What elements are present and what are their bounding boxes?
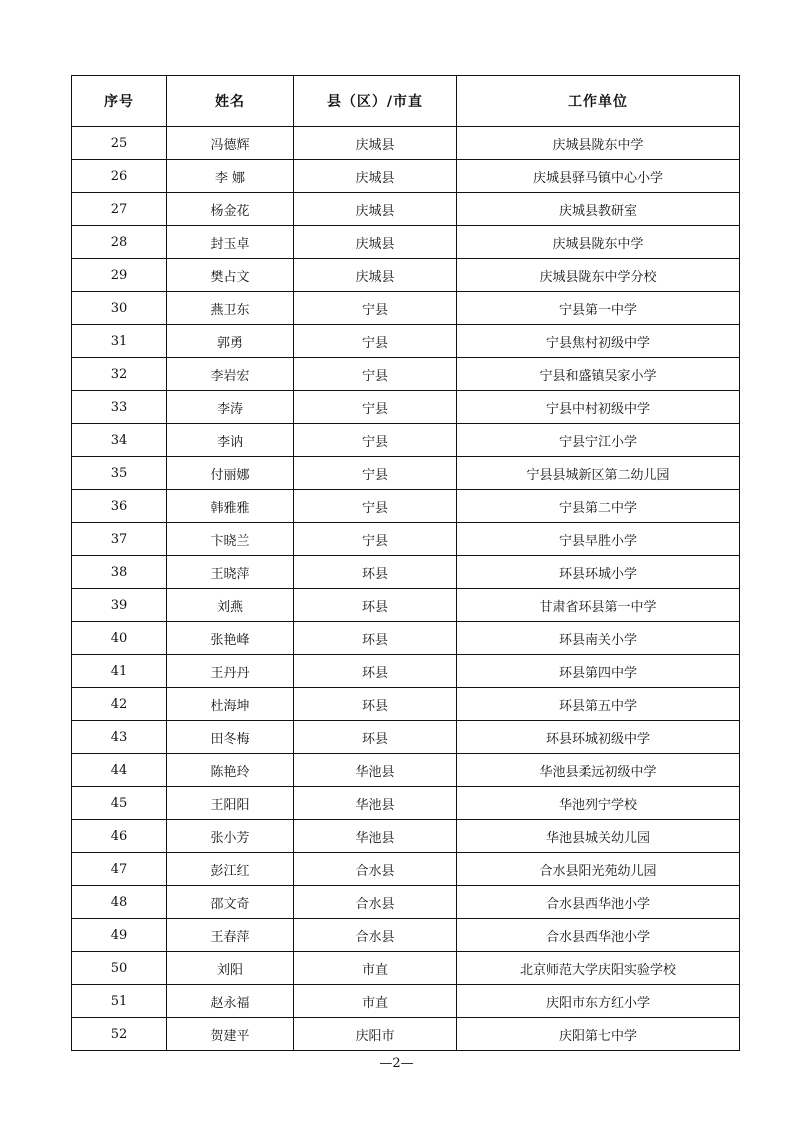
cell-county: 宁县	[294, 457, 457, 490]
table-header	[72, 76, 740, 127]
cell-name: 樊占文	[167, 259, 294, 292]
cell-county: 宁县	[294, 325, 457, 358]
cell-work-unit: 宁县中村初级中学	[457, 391, 740, 424]
table-row	[72, 259, 740, 292]
table-row	[72, 490, 740, 523]
cell-serial-number: 44	[72, 754, 167, 787]
cell-work-unit: 合水县西华池小学	[457, 919, 740, 952]
cell-serial-number: 39	[72, 589, 167, 622]
cell-serial-number: 41	[72, 655, 167, 688]
table-row	[72, 919, 740, 952]
cell-county: 华池县	[294, 820, 457, 853]
table-row	[72, 127, 740, 160]
cell-county: 庆城县	[294, 160, 457, 193]
cell-name: 赵永福	[167, 985, 294, 1018]
cell-serial-number: 27	[72, 193, 167, 226]
cell-serial-number: 38	[72, 556, 167, 589]
cell-county: 环县	[294, 622, 457, 655]
table-row	[72, 952, 740, 985]
cell-name: 李 娜	[167, 160, 294, 193]
cell-name: 韩雅雅	[167, 490, 294, 523]
cell-name: 陈艳玲	[167, 754, 294, 787]
cell-work-unit: 环县环城初级中学	[457, 721, 740, 754]
cell-name: 冯德辉	[167, 127, 294, 160]
cell-work-unit: 环县南关小学	[457, 622, 740, 655]
table-row	[72, 853, 740, 886]
cell-name: 王阳阳	[167, 787, 294, 820]
header-work-unit: 工作单位	[457, 76, 740, 127]
table-row	[72, 985, 740, 1018]
cell-name: 刘阳	[167, 952, 294, 985]
cell-work-unit: 庆城县驿马镇中心小学	[457, 160, 740, 193]
cell-work-unit: 庆阳市东方红小学	[457, 985, 740, 1018]
table-row	[72, 193, 740, 226]
table-row	[72, 1018, 740, 1051]
cell-name: 张小芳	[167, 820, 294, 853]
cell-serial-number: 42	[72, 688, 167, 721]
cell-name: 封玉卓	[167, 226, 294, 259]
cell-work-unit: 宁县焦村初级中学	[457, 325, 740, 358]
cell-county: 环县	[294, 589, 457, 622]
cell-serial-number: 34	[72, 424, 167, 457]
cell-work-unit: 甘肃省环县第一中学	[457, 589, 740, 622]
cell-serial-number: 49	[72, 919, 167, 952]
cell-name: 王春萍	[167, 919, 294, 952]
cell-work-unit: 宁县第一中学	[457, 292, 740, 325]
cell-work-unit: 环县第四中学	[457, 655, 740, 688]
cell-county: 宁县	[294, 523, 457, 556]
table-row	[72, 886, 740, 919]
cell-name: 彭江红	[167, 853, 294, 886]
cell-serial-number: 29	[72, 259, 167, 292]
cell-work-unit: 庆城县陇东中学	[457, 226, 740, 259]
cell-serial-number: 47	[72, 853, 167, 886]
cell-county: 宁县	[294, 490, 457, 523]
cell-serial-number: 30	[72, 292, 167, 325]
header-serial-number: 序号	[72, 76, 167, 127]
cell-work-unit: 庆城县陇东中学	[457, 127, 740, 160]
cell-work-unit: 宁县第二中学	[457, 490, 740, 523]
roster-table	[71, 75, 740, 1051]
table-row	[72, 226, 740, 259]
cell-county: 庆城县	[294, 193, 457, 226]
table-row	[72, 358, 740, 391]
cell-name: 李涛	[167, 391, 294, 424]
cell-name: 王丹丹	[167, 655, 294, 688]
table-row	[72, 556, 740, 589]
cell-name: 付丽娜	[167, 457, 294, 490]
cell-county: 宁县	[294, 292, 457, 325]
cell-name: 王晓萍	[167, 556, 294, 589]
cell-work-unit: 环县环城小学	[457, 556, 740, 589]
cell-serial-number: 36	[72, 490, 167, 523]
cell-name: 田冬梅	[167, 721, 294, 754]
table-row	[72, 292, 740, 325]
cell-county: 合水县	[294, 919, 457, 952]
cell-work-unit: 庆阳第七中学	[457, 1018, 740, 1051]
table-row	[72, 787, 740, 820]
cell-name: 贺建平	[167, 1018, 294, 1051]
cell-county: 环县	[294, 721, 457, 754]
cell-county: 环县	[294, 556, 457, 589]
cell-work-unit: 庆城县陇东中学分校	[457, 259, 740, 292]
table-row	[72, 820, 740, 853]
cell-work-unit: 北京师范大学庆阳实验学校	[457, 952, 740, 985]
cell-work-unit: 宁县和盛镇吴家小学	[457, 358, 740, 391]
cell-serial-number: 25	[72, 127, 167, 160]
cell-serial-number: 46	[72, 820, 167, 853]
cell-serial-number: 33	[72, 391, 167, 424]
cell-county: 环县	[294, 688, 457, 721]
cell-serial-number: 40	[72, 622, 167, 655]
table-row	[72, 325, 740, 358]
cell-serial-number: 32	[72, 358, 167, 391]
cell-work-unit: 合水县西华池小学	[457, 886, 740, 919]
cell-serial-number: 43	[72, 721, 167, 754]
table-row	[72, 160, 740, 193]
page-number: —2—	[379, 1056, 414, 1071]
cell-name: 郭勇	[167, 325, 294, 358]
cell-county: 华池县	[294, 787, 457, 820]
cell-serial-number: 28	[72, 226, 167, 259]
cell-work-unit: 环县第五中学	[457, 688, 740, 721]
cell-county: 宁县	[294, 391, 457, 424]
cell-county: 市直	[294, 985, 457, 1018]
cell-county: 华池县	[294, 754, 457, 787]
table-row	[72, 391, 740, 424]
cell-name: 张艳峰	[167, 622, 294, 655]
cell-county: 宁县	[294, 358, 457, 391]
header-county: 县（区）/市直	[294, 76, 457, 127]
cell-work-unit: 庆城县教研室	[457, 193, 740, 226]
header-row	[72, 76, 740, 127]
cell-county: 合水县	[294, 886, 457, 919]
table-row	[72, 457, 740, 490]
cell-work-unit: 宁县县城新区第二幼儿园	[457, 457, 740, 490]
cell-name: 卞晓兰	[167, 523, 294, 556]
cell-county: 合水县	[294, 853, 457, 886]
header-name: 姓名	[167, 76, 294, 127]
cell-name: 邵文奇	[167, 886, 294, 919]
cell-serial-number: 35	[72, 457, 167, 490]
table-row	[72, 622, 740, 655]
cell-county: 庆城县	[294, 226, 457, 259]
cell-work-unit: 宁县早胜小学	[457, 523, 740, 556]
cell-serial-number: 51	[72, 985, 167, 1018]
cell-serial-number: 52	[72, 1018, 167, 1051]
cell-name: 燕卫东	[167, 292, 294, 325]
cell-name: 杜海坤	[167, 688, 294, 721]
table-row	[72, 655, 740, 688]
table-row	[72, 523, 740, 556]
cell-county: 庆阳市	[294, 1018, 457, 1051]
cell-work-unit: 华池县城关幼儿园	[457, 820, 740, 853]
cell-county: 庆城县	[294, 127, 457, 160]
table-row	[72, 688, 740, 721]
cell-serial-number: 45	[72, 787, 167, 820]
table-row	[72, 754, 740, 787]
table-row	[72, 589, 740, 622]
cell-serial-number: 31	[72, 325, 167, 358]
cell-name: 杨金花	[167, 193, 294, 226]
cell-county: 庆城县	[294, 259, 457, 292]
cell-work-unit: 华池列宁学校	[457, 787, 740, 820]
table-row	[72, 424, 740, 457]
cell-name: 李讷	[167, 424, 294, 457]
cell-work-unit: 合水县阳光苑幼儿园	[457, 853, 740, 886]
cell-name: 刘燕	[167, 589, 294, 622]
cell-serial-number: 26	[72, 160, 167, 193]
cell-serial-number: 50	[72, 952, 167, 985]
cell-name: 李岩宏	[167, 358, 294, 391]
table-row	[72, 721, 740, 754]
cell-work-unit: 宁县宁江小学	[457, 424, 740, 457]
cell-serial-number: 48	[72, 886, 167, 919]
cell-county: 市直	[294, 952, 457, 985]
table-body	[72, 127, 740, 1051]
cell-serial-number: 37	[72, 523, 167, 556]
cell-county: 环县	[294, 655, 457, 688]
cell-county: 宁县	[294, 424, 457, 457]
cell-work-unit: 华池县柔远初级中学	[457, 754, 740, 787]
